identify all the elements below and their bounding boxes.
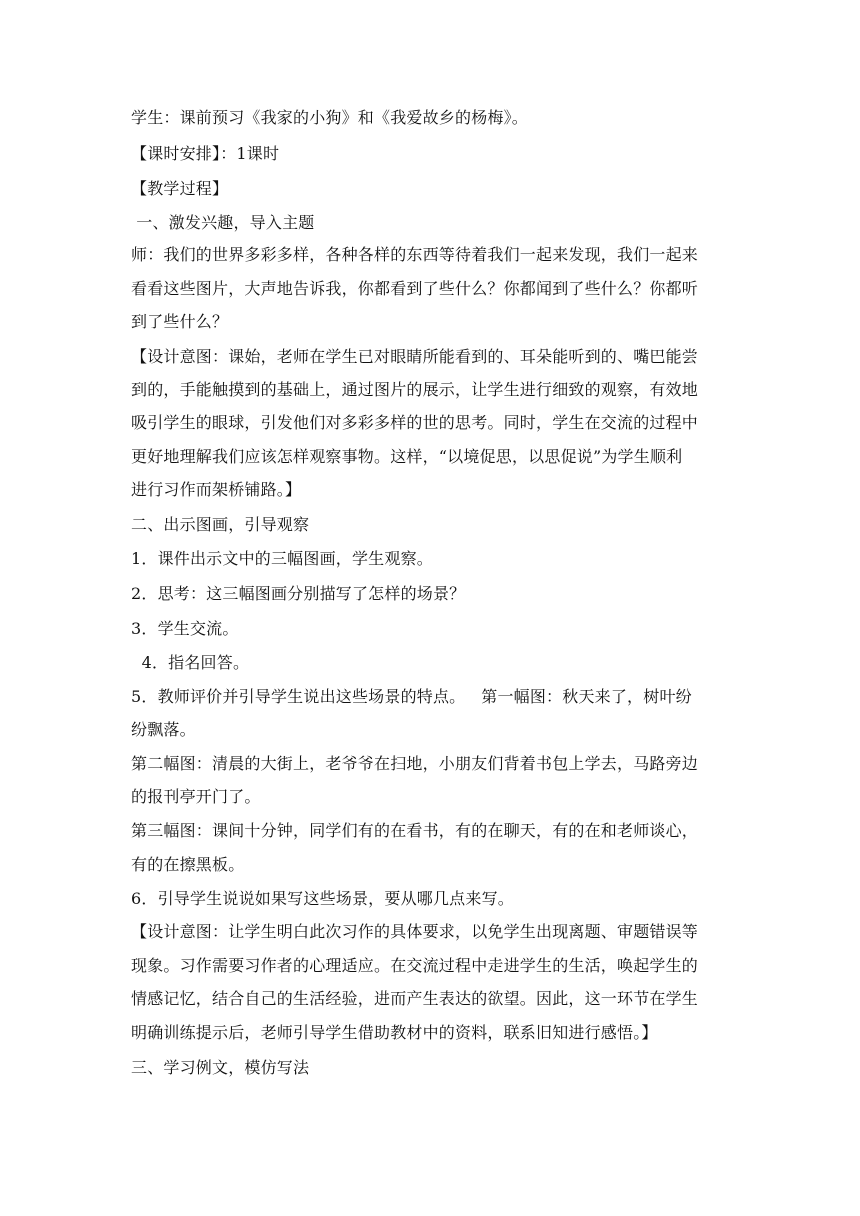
text-line: 【教学过程】: [131, 179, 229, 198]
text-line: 到的，手能触摸到的基础上，通过图片的展示，让学生进行细致的观察，有效地: [131, 380, 699, 399]
text-line: 纷飘落。: [131, 720, 196, 739]
text-line: 现象。习作需要习作者的心理适应。在交流过程中走进学生的生活，唤起学生的: [131, 956, 699, 975]
text-line: 【设计意图：让学生明白此次习作的具体要求，以免学生出现离题、审题错误等: [131, 922, 699, 941]
text-line: 看看这些图片，大声地告诉我，你都看到了些什么？你都闻到了些什么？你都听: [131, 279, 699, 298]
text-line: 吸引学生的眼球，引发他们对多彩多样的世的思考。同时，学生在交流的过程中: [131, 413, 699, 432]
text-line: 到了些什么？: [131, 312, 229, 331]
text-line: 1．课件出示文中的三幅图画，学生观察。: [131, 549, 433, 568]
text-line: 情感记忆，结合自己的生活经验，进而产生表达的欲望。因此，这一环节在学生: [131, 989, 699, 1008]
text-line: 3．学生交流。: [131, 619, 239, 638]
text-line: 【设计意图：课始，老师在学生已对眼睛所能看到的、耳朵能听到的、嘴巴能尝: [131, 347, 699, 366]
text-line: 三、学习例文，模仿写法: [131, 1058, 310, 1077]
text-line: 更好地理解我们应该怎样观察事物。这样，“以境促思，以思促说”为学生顺利: [131, 447, 683, 466]
text-line: 进行习作而架桥铺路。】: [131, 480, 302, 499]
text-line: 师：我们的世界多彩多样，各种各样的东西等待着我们一起来发现，我们一起来: [131, 245, 699, 264]
text-line: 一、激发兴趣，导入主题: [131, 213, 315, 232]
text-line: 5．教师评价并引导学生说出这些场景的特点。 第一幅图：秋天来了，树叶纷: [131, 687, 692, 706]
text-line: 【课时安排】：1课时: [131, 144, 280, 163]
text-line: 6．引导学生说说如果写这些场景，要从哪几点来写。: [131, 889, 514, 908]
text-line: 二、出示图画，引导观察: [131, 515, 310, 534]
text-line: 第三幅图：课间十分钟，同学们有的在看书，有的在聊天，有的在和老师谈心，: [131, 821, 699, 840]
text-line: 学生：课前预习《我家的小狗》和《我爱故乡的杨梅》。: [131, 108, 529, 127]
text-line: 2．思考：这三幅图画分别描写了怎样的场景？: [131, 584, 466, 603]
text-line: 的报刊亭开门了。: [131, 787, 261, 806]
text-line: 明确训练提示后，老师引导学生借助教材中的资料，联系旧知进行感悟。】: [131, 1023, 658, 1042]
text-line: 有的在擦黑板。: [131, 855, 245, 874]
text-line: 4．指名回答。: [131, 653, 250, 672]
text-line: 第二幅图：清晨的大街上，老爷爷在扫地，小朋友们背着书包上学去，马路旁边: [131, 754, 699, 773]
